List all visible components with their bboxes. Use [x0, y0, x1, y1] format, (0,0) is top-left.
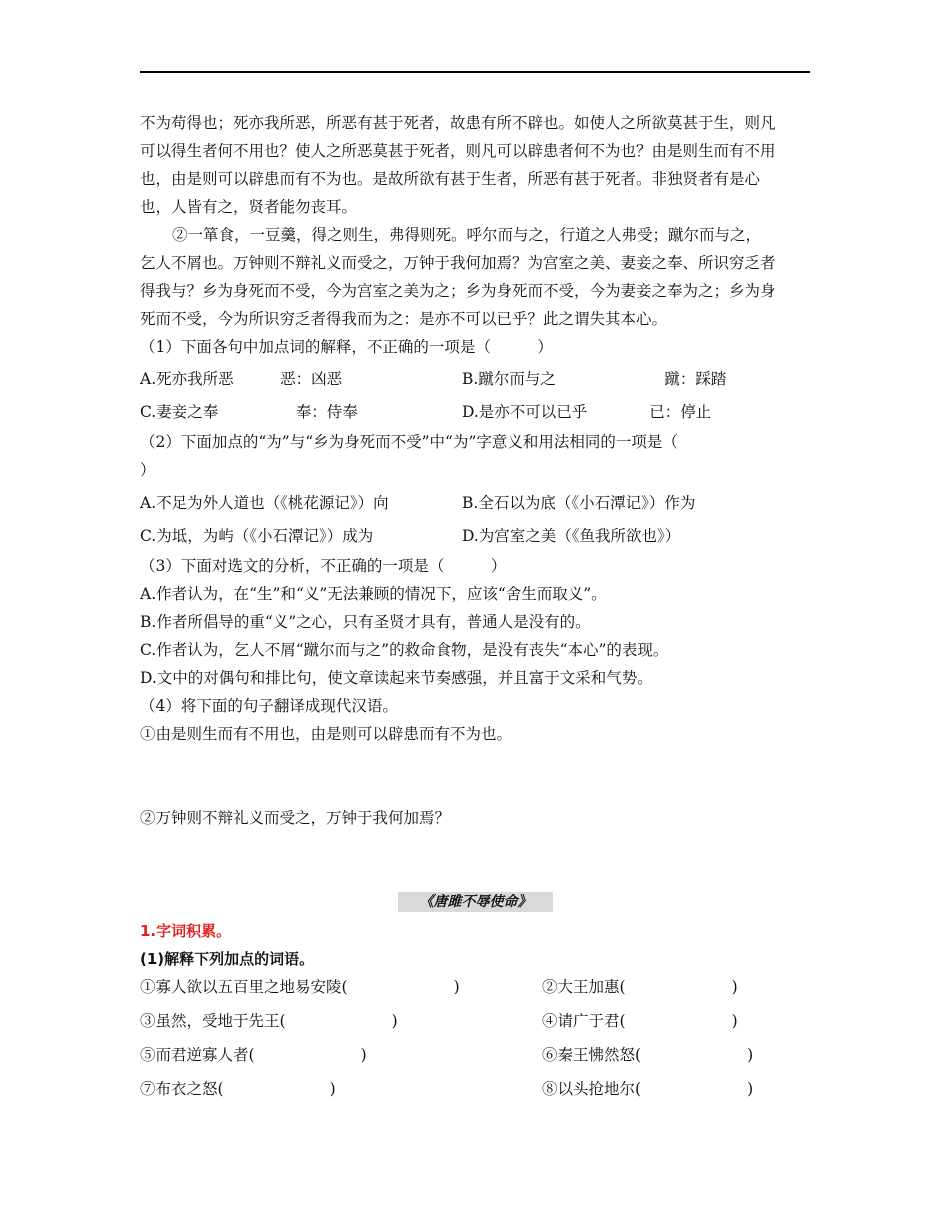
vocab-item-close: ) [329, 1080, 336, 1098]
vocab-item-close: ) [731, 978, 738, 996]
vocab-item-text: ⑦布衣之怒( [140, 1080, 224, 1098]
vocab-item-text: ⑤而君逆寡人者( [140, 1046, 255, 1064]
vocab-item [542, 1079, 753, 1099]
q2-option-a: A.不足为外人道也（《桃花源记》）向 [140, 494, 389, 512]
vocab-item [542, 1045, 753, 1065]
vocab-item-text: ②大王加惠( [542, 978, 626, 996]
q2-option-d: D.为宫室之美（《鱼我所欲也》） [462, 527, 681, 545]
q1-option-a: A.死亦我所恶 恶：凶恶 [140, 370, 343, 388]
question-3-stem: （3）下面对选文的分析，不正确的一项是（ ） [140, 557, 507, 575]
passage-line: ②一箪食，一豆羹，得之则生，弗得则死。呼尔而与之，行道之人弗受；蹴尔而与之， [172, 226, 762, 244]
vocab-item [140, 977, 460, 997]
vocab-item [140, 1079, 336, 1099]
vocab-item-text: ③虽然，受地于先王( [140, 1012, 286, 1030]
q2-option-b: B.全石以为底（《小石潭记》）作为 [462, 494, 696, 512]
question-4-stem: （4）将下面的句子翻译成现代汉语。 [140, 697, 398, 715]
question-1-stem: （1）下面各句中加点词的解释，不正确的一项是（ ） [140, 338, 553, 356]
vocab-item-close: ) [747, 1046, 754, 1064]
vocab-item [542, 977, 738, 997]
q3-option-a: A.作者认为，在“生”和“义”无法兼顾的情况下，应该“舍生而取义”。 [140, 585, 607, 603]
header-rule [140, 71, 810, 73]
q1-option-d: D.是亦不可以已乎 已：停止 [462, 403, 712, 421]
q1-option-c: C.妻妾之奉 奉：侍奉 [140, 403, 358, 421]
section-heading: 1.字词积累。 [140, 922, 232, 940]
vocab-item-text: ④请广于君( [542, 1012, 626, 1030]
q3-option-c: C.作者认为，乞人不屑“蹴尔而与之”的救命食物，是没有丧失“本心”的表现。 [140, 641, 669, 659]
q4-sentence-2: ②万钟则不辩礼义而受之，万钟于我何加焉？ [140, 809, 451, 827]
vocab-item-text: ⑥秦王怫然怒( [542, 1046, 642, 1064]
vocab-item-close: ) [731, 1012, 738, 1030]
q4-sentence-1: ①由是则生而有不用也，由是则可以辟患而有不为也。 [140, 725, 513, 743]
vocab-item-close: ) [747, 1080, 754, 1098]
vocab-item-text: ⑧以头抢地尔( [542, 1080, 642, 1098]
passage-line: 可以得生者何不用也？使人之所恶莫甚于死者，则凡可以辟患者何不为也？由是则生而有不用 [140, 142, 776, 160]
q1-option-b: B.蹴尔而与之 蹴：踩踏 [462, 370, 727, 388]
section-subheading: (1)解释下列加点的词语。 [140, 950, 315, 968]
vocab-item-close: ) [360, 1046, 367, 1064]
passage-line: 死而不受，今为所识穷乏者得我而为之：是亦不可以已乎？此之谓失其本心。 [140, 310, 668, 328]
passage-line: 也，人皆有之，贤者能勿丧耳。 [140, 198, 358, 216]
question-2-stem: （2）下面加点的“为”与“乡为身死而不受”中“为”字意义和用法相同的一项是（ [140, 433, 678, 451]
vocab-item-close: ) [391, 1012, 398, 1030]
q3-option-d: D.文中的对偶句和排比句，使文章读起来节奏感强，并且富于文采和气势。 [140, 669, 653, 687]
question-2-stem-cont: ） [140, 461, 156, 479]
passage-line: 也，由是则可以辟患而有不为也。是故所欲有甚于生者，所恶有甚于死者。非独贤者有是心 [140, 170, 761, 188]
passage-line: 得我与？乡为身死而不受，今为宫室之美为之；乡为身死而不受，今为妻妾之奉为之；乡为身 [140, 282, 776, 300]
passage-line: 不为苟得也；死亦我所恶，所恶有甚于死者，故患有所不辟也。如使人之所欲莫甚于生，则凡 [140, 114, 776, 132]
vocab-item-text: ①寡人欲以五百里之地易安陵( [140, 978, 348, 996]
section-title: 《唐雎不辱使命》 [398, 892, 553, 912]
vocab-item [140, 1011, 398, 1031]
q3-option-b: B.作者所倡导的重“义”之心，只有圣贤才具有，普通人是没有的。 [140, 613, 591, 631]
vocab-item [542, 1011, 738, 1031]
vocab-item [140, 1045, 367, 1065]
q2-option-c: C.为坻，为屿（《小石潭记》）成为 [140, 527, 374, 545]
passage-line: 乞人不屑也。万钟则不辩礼义而受之，万钟于我何加焉？为宫室之美、妻妾之奉、所识穷乏者 [140, 254, 776, 272]
vocab-item-close: ) [453, 978, 460, 996]
